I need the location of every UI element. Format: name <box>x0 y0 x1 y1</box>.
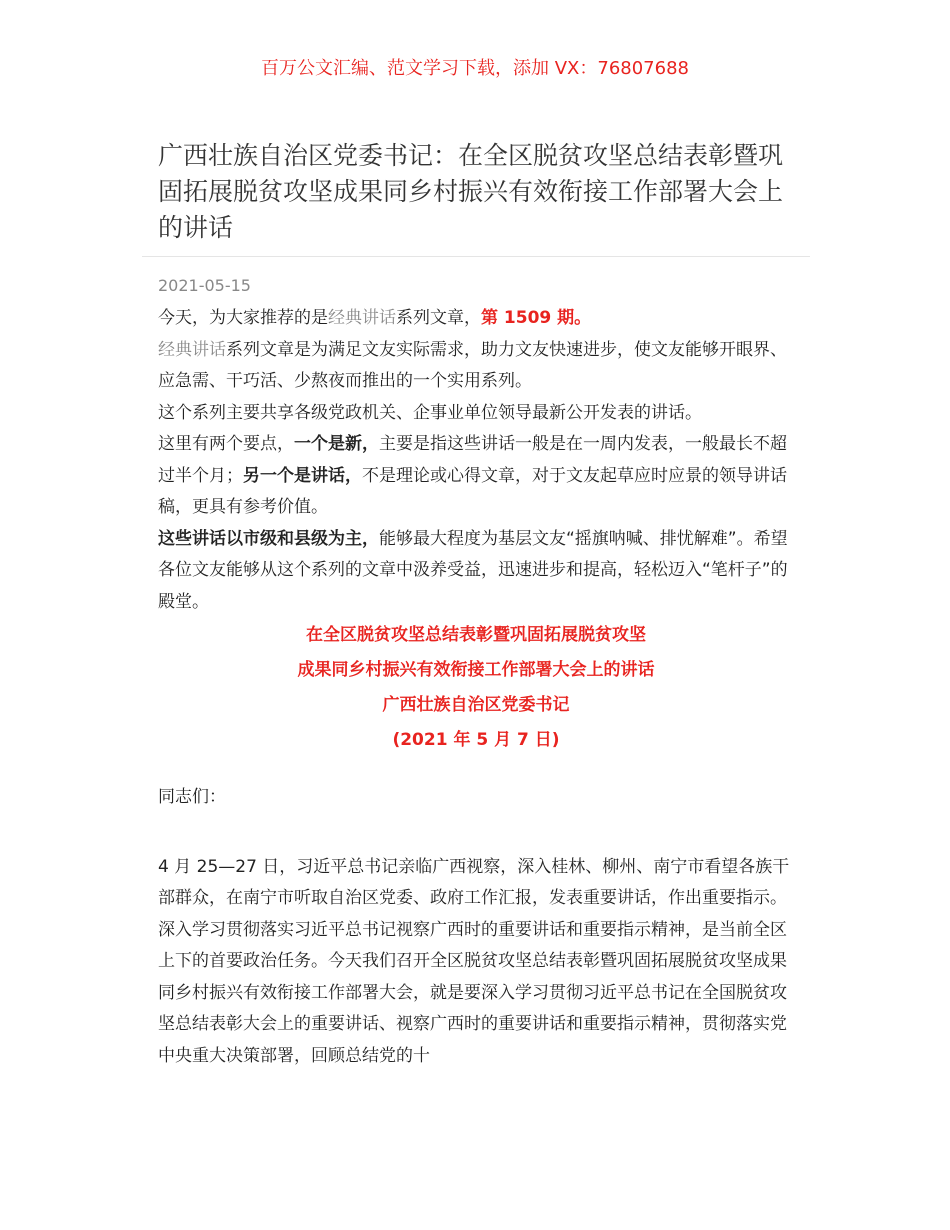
intro-text: 今天，为大家推荐的是 <box>158 308 328 328</box>
key-point-level: 这些讲话以市级和县级为主， <box>158 528 379 549</box>
issue-number: 第 1509 期。 <box>481 308 592 328</box>
header-banner: 百万公文汇编、范文学习下载，添加 VX：76807688 <box>261 58 689 79</box>
speech-title-line-2: 成果同乡村振兴有效衔接工作部署大会上的讲话 <box>297 660 655 680</box>
intro-paragraph-2 <box>158 335 794 398</box>
intro-paragraph-1 <box>158 303 794 335</box>
series-name: 经典讲话 <box>158 339 226 360</box>
publish-date: 2021-05-15 <box>158 276 251 295</box>
speech-heading <box>158 618 794 758</box>
key-point-speech: 另一个是讲话， <box>243 465 362 486</box>
intro-text: 系列文章是为满足文友实际需求，助力文友快速进步，使文友能够开眼界、应急需、干巧活、少熬夜而推出的一个实用系列。 <box>158 339 787 391</box>
salutation: 同志们： <box>158 787 226 807</box>
intro-text: 能够最大程度为基层文友“摇旗呐喊、排忧解难”。希望各位文友能够从这个系列的文章中汲养受益，迅速进步和提高，轻松迈入“笔杆子”的殿堂。 <box>158 528 788 612</box>
speech-date: (2021 年 5 月 7 日) <box>392 730 560 750</box>
intro-text: 这里有两个要点， <box>158 434 294 454</box>
article-body <box>158 303 794 1072</box>
title-divider <box>142 256 810 257</box>
intro-paragraph-5 <box>158 524 794 619</box>
speaker-title: 广西壮族自治区党委书记 <box>382 695 570 715</box>
speech-paragraph-1: 4 月 25—27 日，习近平总书记亲临广西视察，深入桂林、柳州、南宁市看望各族干部群众，在南宁市听取自治区党委、政府工作汇报，发表重要讲话，作出重要指示。深入学习贯彻落实习近平总书记视察广西时的重要讲话和重要指示精神，是当前全区上下的首要政治任务。今天我们召开全区脱贫攻坚总结表彰暨巩固拓展脱贫攻坚成果同乡村振兴有效衔接工作部署大会，就是要深入学习贯彻习近平总书记在全国脱贫攻坚总结表彰大会上的重要讲话、视察广西时的重要讲话和重要指示精神，贯彻落实党中央重大决策部署，回顾总结党的十 <box>158 856 790 1066</box>
intro-paragraph-4 <box>158 429 794 524</box>
intro-text: 系列文章， <box>396 308 481 328</box>
page-title: 广西壮族自治区党委书记：在全区脱贫攻坚总结表彰暨巩固拓展脱贫攻坚成果同乡村振兴有效衔接工作部署大会上的讲话 <box>158 141 784 242</box>
speech-title-line-1: 在全区脱贫攻坚总结表彰暨巩固拓展脱贫攻坚 <box>306 625 646 645</box>
series-name: 经典讲话 <box>328 308 396 328</box>
key-point-new: 一个是新， <box>294 434 379 454</box>
intro-text: 主要是指这些讲话一般是在一周内发表，一般最长不超过半个月； <box>158 434 787 486</box>
intro-paragraph-3: 这个系列主要共享各级党政机关、企事业单位领导最新公开发表的讲话。 <box>158 402 702 423</box>
intro-text: 不是理论或心得文章，对于文友起草应时应景的领导讲话稿，更具有参考价值。 <box>158 465 787 517</box>
